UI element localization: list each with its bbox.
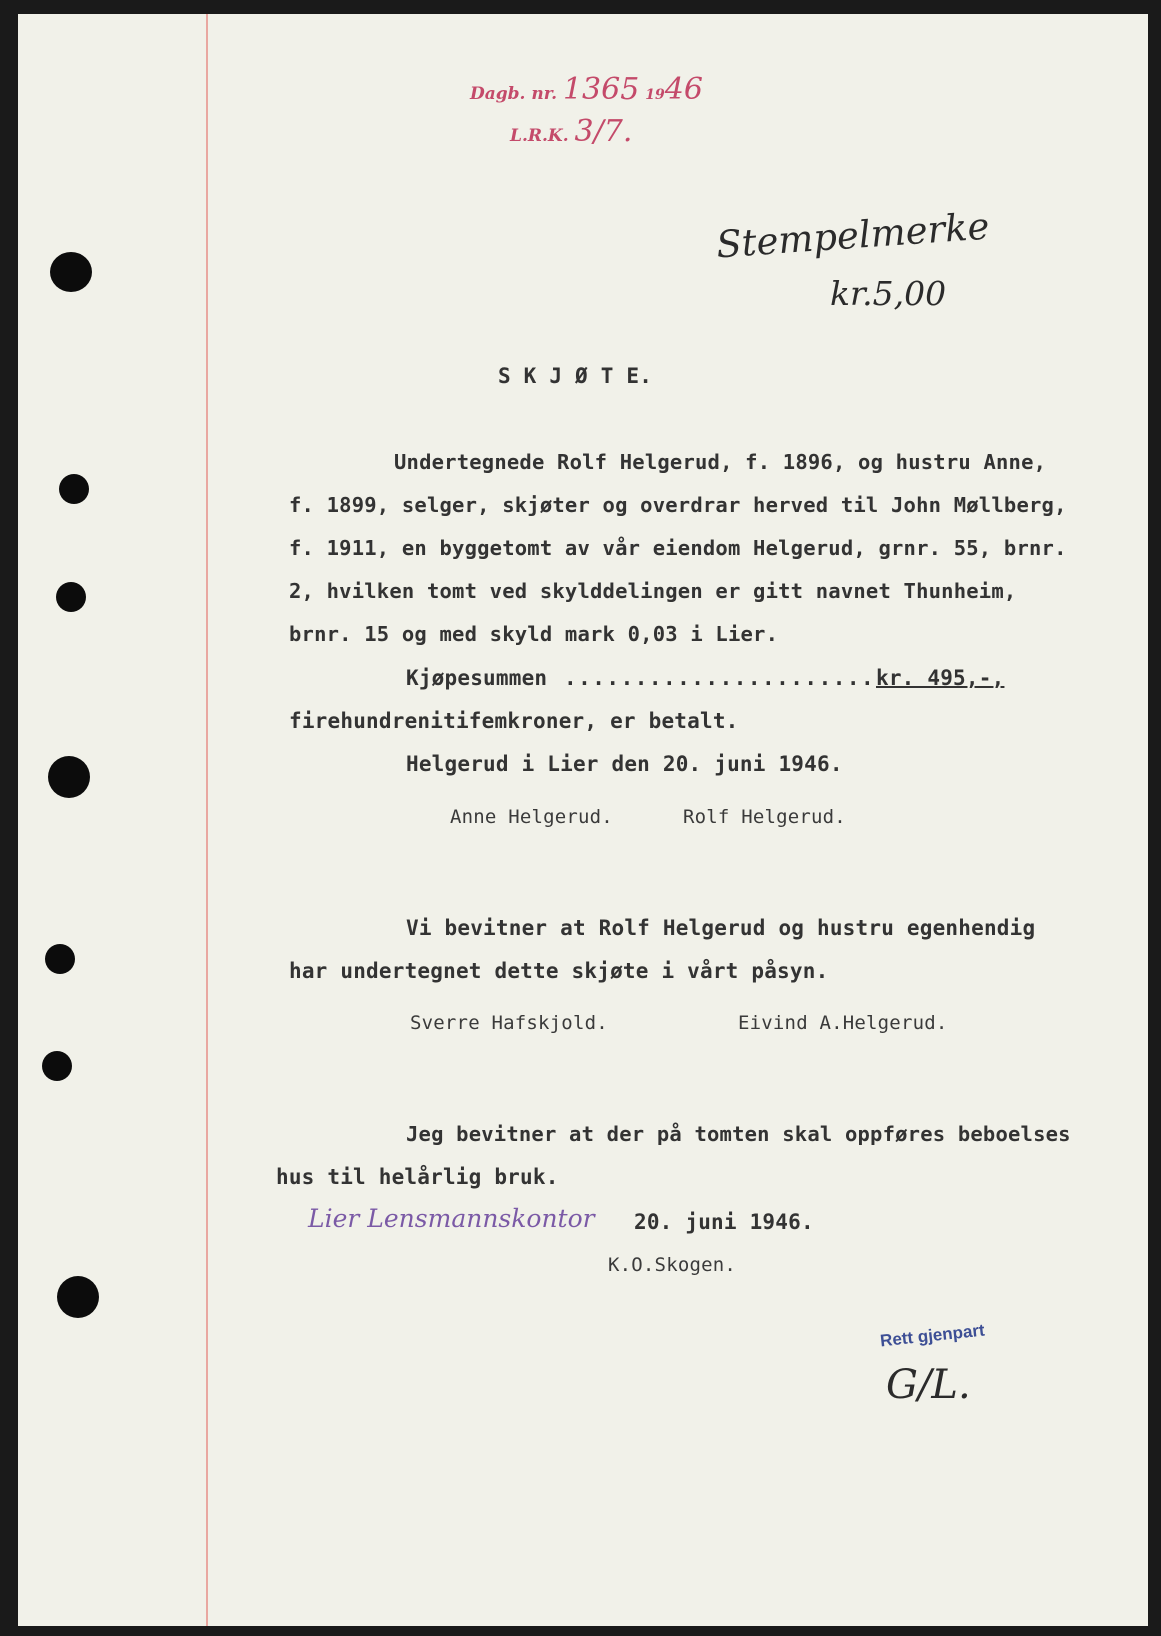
registration-year-prefix: 19 — [645, 87, 665, 103]
punch-hole — [57, 1276, 99, 1318]
registration-stamp — [470, 72, 703, 107]
body-line: f. 1911, en byggetomt av vår eiendom Helgerud, grnr. 55, brnr. — [289, 536, 1067, 560]
stamp-duty-amount: kr.5,00 — [830, 274, 947, 313]
seller-signature-anne: Anne Helgerud. — [450, 806, 613, 828]
punch-hole — [48, 756, 90, 798]
copy-certified-stamp: Rett gjenpart — [879, 1320, 986, 1351]
registration-stamp-line2 — [510, 114, 632, 149]
price-leader: ...................... — [564, 666, 876, 690]
price-in-words: firehundrenitifemkroner, er betalt. — [289, 709, 739, 733]
registration-date: 3/7. — [574, 114, 633, 149]
price-label: Kjøpesummen — [406, 666, 548, 690]
registration-number: 1365 — [562, 72, 640, 107]
registration-year: 46 — [664, 72, 703, 107]
police-statement-line: Jeg bevitner at der på tomten skal oppføres beboelses — [406, 1122, 1071, 1146]
seller-signature-rolf: Rolf Helgerud. — [683, 806, 846, 828]
witness-line: har undertegnet dette skjøte i vårt påsyn. — [289, 959, 829, 983]
witness-signature-1: Sverre Hafskjold. — [410, 1012, 608, 1034]
office-code: L.R.K. — [510, 126, 569, 146]
body-line: brnr. 15 og med skyld mark 0,03 i Lier. — [289, 622, 779, 646]
margin-line — [206, 14, 208, 1626]
place-and-date: Helgerud i Lier den 20. juni 1946. — [406, 752, 843, 776]
witness-signature-2: Eivind A.Helgerud. — [738, 1012, 948, 1034]
punch-hole — [42, 1051, 72, 1081]
police-signature: K.O.Skogen. — [608, 1254, 737, 1276]
police-statement-line: hus til helårlig bruk. — [276, 1165, 559, 1189]
price-value: kr. 495,-, — [876, 666, 1005, 690]
punch-hole — [50, 252, 92, 292]
body-line: f. 1899, selger, skjøter og overdrar herved til John Møllberg, — [289, 493, 1067, 517]
document-title: S K J Ø T E. — [498, 364, 653, 388]
body-line: Undertegnede Rolf Helgerud, f. 1896, og hustru Anne, — [394, 450, 1047, 474]
registration-label: Dagb. nr. — [470, 84, 558, 104]
punch-hole — [45, 944, 75, 974]
punch-hole — [56, 582, 86, 612]
police-office-date: 20. juni 1946. — [634, 1210, 814, 1234]
police-office-stamp: Lier Lensmannskontor — [308, 1204, 595, 1233]
punch-hole — [59, 474, 89, 504]
witness-line: Vi bevitner at Rolf Helgerud og hustru egenhendig — [406, 916, 1036, 940]
document-page — [18, 14, 1148, 1626]
body-line: 2, hvilken tomt ved skylddelingen er gitt navnet Thunheim, — [289, 579, 1017, 603]
copy-initials: G/L. — [886, 1362, 971, 1408]
stamp-duty-note: Stempelmerke — [714, 204, 991, 267]
